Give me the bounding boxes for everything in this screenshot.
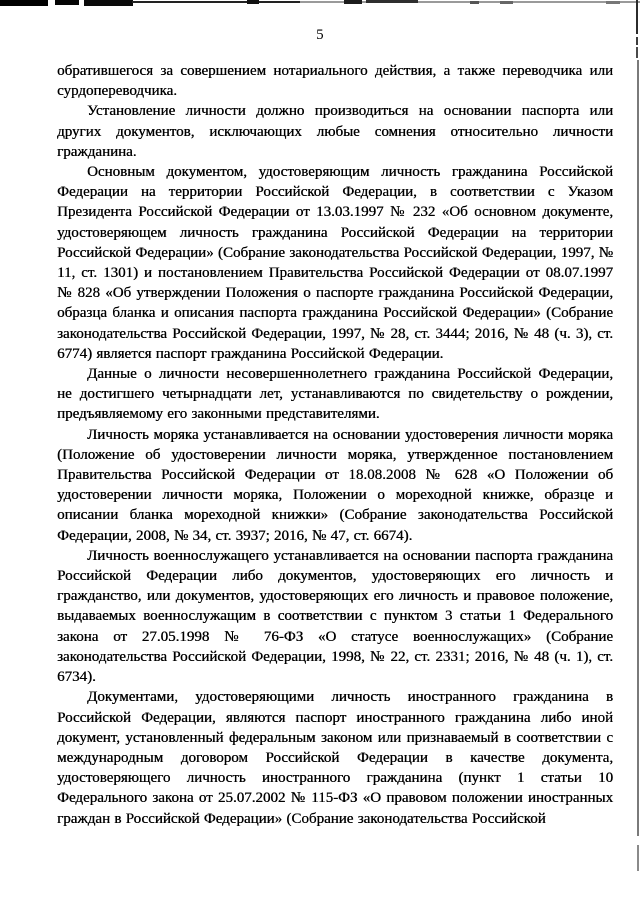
scan-smudge [606,1,620,4]
paragraph: Личность военнослужащего устанавливается на основании паспорта гражданина Российской Федерации либо документов, удостоверяющих его личность и гражданство, или документов, удостоверяющих его личность и правовое положение, выдаваемых военнослужащим в соответствии с пунктом 3 статьи 1 Федерального закона от 27.05.1998 № 76-ФЗ «О статусе военнослужащих» (Собрание законодательства Российской Федерации, 1998, № 22, ст. 2331; 2016, № 48 (ч. 1), ст. 6734). [57,547,613,686]
scan-smudge [470,1,479,4]
scan-smudge [366,0,418,3]
paragraph: Основным документом, удостоверяющим личность гражданина Российской Федерации на территории Российской Федерации, в соответствии с Указом Президента Российской Федерации от 13.03.1997 № 232 «Об основном документе, удостоверяющем личность гражданина Российской Федерации на территории Российской Федерации» (Собрание законодательства Российской Федерации, 1997, № 11, ст. 1301) и постановлением Правительства Российской Федерации от 08.07.1997 № 828 «Об утверждении Положения о паспорте гражданина Российской Федерации, образца бланка и описания паспорта гражданина Российской Федерации» (Собрание законодательства Российской Федерации, 1997, № 28, ст. 3444; 2016, № 48 (ч. 3), ст. 6774) является паспорт гражданина Российской Федерации. [57,164,613,362]
page-number: 5 [316,27,324,43]
paragraph: Установление личности должно производиться на основании паспорта или других документов, исключающих любые сомнения относительно личности гражданина. [57,103,613,160]
scan-smudge [0,0,48,6]
scan-smudge [132,1,302,3]
document-body [57,61,613,829]
scan-smudge [344,0,362,4]
paragraph: Данные о личности несовершеннолетнего гражданина Российской Федерации, не достигшего четырнадцати лет, устанавливаются по свидетельству о рождении, предъявляемому его законными представителями. [57,366,613,423]
scan-smudge [247,0,259,4]
paragraph: Личность моряка устанавливается на основании удостоверения личности моряка (Положение об удостоверении личности моряка, утвержденное постановлением Правительства Российской Федерации от 18.08.2008 № 628 «О Положении об удостоверении личности моряка, Положении о мореходной книжке, образце и описании бланка мореходной книжки» (Собрание законодательства Российской Федерации, 2008, № 34, ст. 3937; 2016, № 47, ст. 6674). [57,426,613,544]
scan-line-segment [637,60,639,836]
scan-smudge [300,1,640,3]
scan-smudge [84,0,133,6]
scan-line-segment [637,845,639,871]
scan-smudge [500,1,513,4]
scan-line-segment [636,47,638,58]
scan-smudge [55,0,79,5]
paragraph-continuation: обратившегося за совершением нотариального действия, а также переводчика или сурдопереводчика. [57,63,613,100]
paragraph: Документами, удостоверяющими личность иностранного гражданина в Российской Федерации, являются паспорт иностранного гражданина либо иной документ, установленный федеральным законом или признаваемый в соответствии с международным договором Российской Федерации в качестве документа, удостоверяющего личность иностранного гражданина (пункт 1 статьи 10 Федерального закона от 25.07.2002 № 115-ФЗ «О правовом положении иностранных граждан в Российской Федерации» (Собрание законодательства Российской [57,689,613,827]
